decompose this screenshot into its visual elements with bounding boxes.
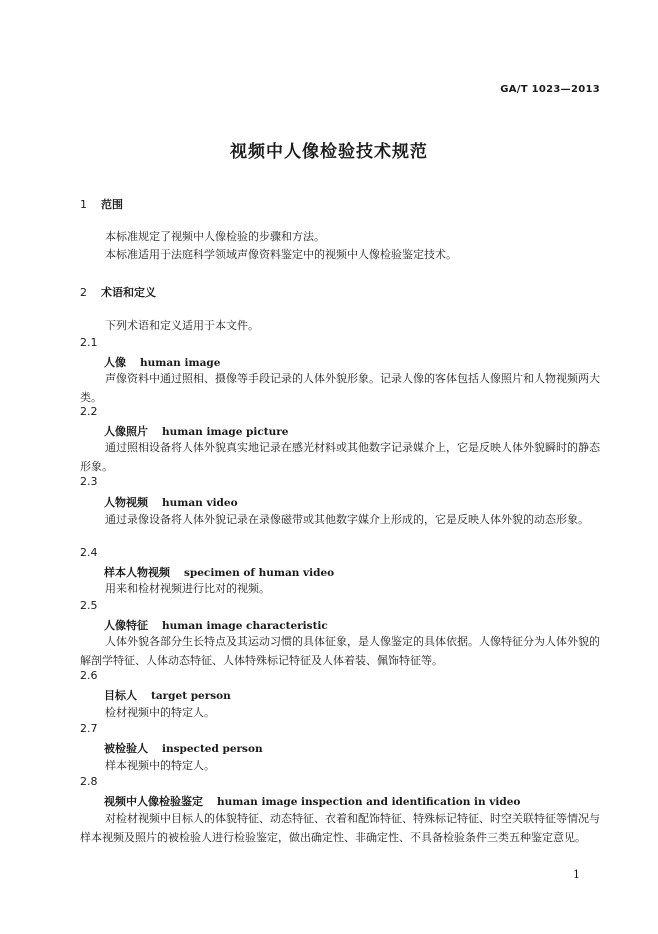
term-zh: 人物视频 (104, 496, 148, 509)
term-number: 2.5 (80, 599, 98, 612)
section-number: 2 (80, 286, 87, 299)
term-number: 2.7 (80, 722, 98, 735)
page-number: 1 (573, 868, 580, 881)
term-zh: 人像 (104, 356, 126, 369)
term-heading (104, 793, 520, 809)
section-number: 1 (80, 198, 87, 211)
section-title: 范围 (101, 198, 123, 211)
term-en: human image inspection and identification in video (217, 796, 521, 808)
term-definition: 通过照相设备将人体外貌真实地记录在感光材料或其他数字记录媒介上，它是反映人体外貌瞬时的静态形象。 (80, 441, 600, 473)
document-title: 视频中人像检验技术规范 (230, 142, 428, 162)
term-definition: 人体外貌各部分生长特点及其运动习惯的具体征象，是人像鉴定的具体依据。人像特征分为人体外貌的解剖学特征、人体动态特征、人体特殊标记特征及人体着装、佩饰特征等。 (80, 635, 600, 667)
term-en: specimen of human video (184, 567, 335, 579)
term-heading (104, 423, 288, 439)
term-heading (104, 564, 334, 580)
term-zh: 被检验人 (104, 742, 148, 755)
term-number: 2.4 (80, 546, 98, 559)
term-heading (104, 617, 328, 633)
term-en: human image (140, 357, 221, 369)
term-definition: 对检材视频中目标人的体貌特征、动态特征、衣着和配饰特征、特殊标记特征、时空关联特征等情况与样本视频及照片的被检验人进行检验鉴定，做出确定性、非确定性、不具备检验条件三类五种鉴定意见。 (80, 812, 600, 844)
section-title: 术语和定义 (101, 286, 156, 299)
term-zh: 人像特征 (104, 619, 148, 632)
term-number: 2.6 (80, 669, 98, 682)
terms-intro: 下列术语和定义适用于本文件。 (105, 319, 259, 332)
term-number: 2.8 (80, 775, 98, 788)
term-definition: 样本视频中的特定人。 (105, 759, 215, 772)
term-heading (104, 354, 220, 370)
term-en: human video (162, 497, 238, 509)
term-zh: 目标人 (104, 689, 137, 702)
term-number: 2.3 (80, 475, 98, 488)
term-heading (104, 494, 238, 510)
standard-code: GA/T 1023—2013 (500, 84, 600, 95)
term-definition: 用来和检材视频进行比对的视频。 (105, 582, 270, 595)
term-heading (104, 687, 231, 703)
term-zh: 样本人物视频 (104, 566, 170, 579)
section-heading-scope (80, 196, 123, 212)
term-definition: 通过录像设备将人体外貌记录在录像磁带或其他数字媒介上形成的，它是反映人体外貌的动态形象。 (105, 513, 589, 526)
term-number: 2.2 (80, 405, 98, 418)
section-heading-terms (80, 284, 156, 300)
term-en: human image characteristic (162, 620, 328, 632)
term-definition: 检材视频中的特定人。 (105, 706, 215, 719)
scope-paragraph-2: 本标准适用于法庭科学领域声像资料鉴定中的视频中人像检验鉴定技术。 (105, 248, 457, 261)
term-en: human image picture (162, 426, 289, 438)
term-number: 2.1 (80, 336, 98, 349)
term-en: target person (151, 690, 231, 702)
term-definition: 声像资料中通过照相、摄像等手段记录的人体外貌形象。记录人像的客体包括人像照片和人物视频两大类。 (80, 372, 600, 404)
scope-paragraph-1: 本标准规定了视频中人像检验的步骤和方法。 (105, 230, 325, 243)
term-zh: 视频中人像检验鉴定 (104, 795, 203, 808)
term-en: inspected person (162, 743, 263, 755)
term-zh: 人像照片 (104, 425, 148, 438)
term-heading (104, 740, 263, 756)
